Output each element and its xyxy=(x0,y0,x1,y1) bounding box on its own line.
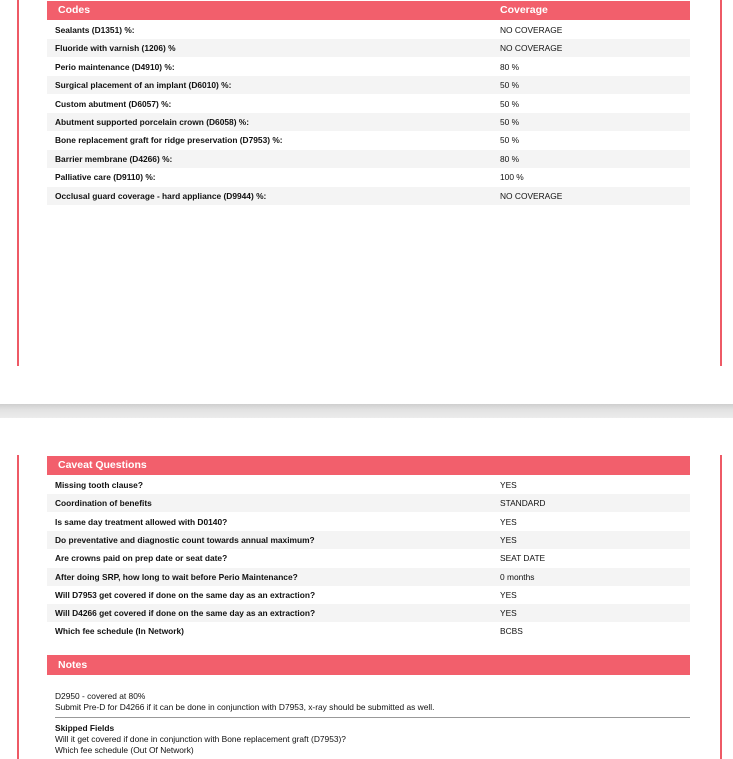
code-value: 50 % xyxy=(500,117,520,127)
code-label: Perio maintenance (D4910) %: xyxy=(55,61,175,72)
codes-table-header xyxy=(47,1,690,20)
page-border-right xyxy=(720,0,722,366)
code-row xyxy=(47,168,690,186)
code-value: 80 % xyxy=(500,61,520,72)
notes-header-label: Notes xyxy=(58,659,88,671)
caveat-value: YES xyxy=(500,534,517,545)
notes-text xyxy=(55,691,434,713)
page-border-right xyxy=(720,455,722,759)
notes-line: Submit Pre-D for D4266 if it can be done in conjunction with D7953, x-ray should be submitted as well. xyxy=(55,702,435,712)
code-value: 50 % xyxy=(500,135,520,146)
caveat-row xyxy=(47,568,690,586)
caveat-row xyxy=(47,622,690,640)
code-row xyxy=(47,58,690,76)
caveat-label: Missing tooth clause? xyxy=(55,480,143,490)
notes-divider xyxy=(55,717,690,718)
page-gap xyxy=(0,404,733,418)
document-page-2 xyxy=(0,418,733,759)
code-label: Surgical placement of an implant (D6010) %: xyxy=(55,80,232,91)
caveat-header-label: Caveat Questions xyxy=(58,459,147,471)
notes-line: D2950 - covered at 80% xyxy=(55,691,146,701)
code-value: 100 % xyxy=(500,172,524,183)
caveat-row xyxy=(47,476,690,494)
notes-header xyxy=(47,655,690,675)
code-row xyxy=(47,95,690,113)
page-border-left xyxy=(17,0,19,366)
caveat-label: Which fee schedule (In Network) xyxy=(55,626,184,637)
code-label: Barrier membrane (D4266) %: xyxy=(55,153,173,164)
caveat-row xyxy=(47,513,690,531)
code-row xyxy=(47,150,690,168)
code-value: NO COVERAGE xyxy=(500,25,563,35)
skipped-fields xyxy=(55,723,346,756)
page-border-left xyxy=(17,455,19,759)
skipped-fields-title: Skipped Fields xyxy=(55,723,115,733)
code-label: Fluoride with varnish (1206) % xyxy=(55,43,176,54)
code-row xyxy=(47,39,690,57)
caveat-label: Is same day treatment allowed with D0140? xyxy=(55,516,228,527)
caveat-value: 0 months xyxy=(500,571,535,582)
caveat-value: YES xyxy=(500,516,517,527)
caveat-row xyxy=(47,604,690,622)
code-row xyxy=(47,21,690,39)
skipped-field-line: Which fee schedule (Out Of Network) xyxy=(55,745,194,755)
code-row xyxy=(47,187,690,205)
skipped-field-line: Will it get covered if done in conjunction with Bone replacement graft (D7953)? xyxy=(55,734,346,744)
caveat-value: YES xyxy=(500,608,517,619)
code-value: NO COVERAGE xyxy=(500,43,563,54)
code-label: Abutment supported porcelain crown (D6058) %: xyxy=(55,117,250,127)
caveat-label: Do preventative and diagnostic count towards annual maximum? xyxy=(55,534,315,545)
caveat-row xyxy=(47,549,690,567)
caveat-label: After doing SRP, how long to wait before Perio Maintenance? xyxy=(55,571,298,582)
caveat-value: SEAT DATE xyxy=(500,553,546,564)
code-value: NO COVERAGE xyxy=(500,190,563,201)
caveat-label: Will D4266 get covered if done on the same day as an extraction? xyxy=(55,608,316,619)
code-row xyxy=(47,76,690,94)
caveat-label: Coordination of benefits xyxy=(55,498,152,509)
caveat-label: Will D7953 get covered if done on the same day as an extraction? xyxy=(55,589,316,600)
code-value: 50 % xyxy=(500,98,520,109)
code-label: Custom abutment (D6057) %: xyxy=(55,98,172,109)
caveat-row xyxy=(47,494,690,512)
caveat-row xyxy=(47,586,690,604)
code-label: Palliative care (D9110) %: xyxy=(55,172,156,183)
caveat-row xyxy=(47,531,690,549)
code-row xyxy=(47,113,690,131)
coverage-column-header: Coverage xyxy=(500,4,548,16)
code-row xyxy=(47,131,690,149)
caveat-value: YES xyxy=(500,480,517,490)
code-label: Occlusal guard coverage - hard appliance (D9944) %: xyxy=(55,190,267,201)
code-label: Sealants (D1351) %: xyxy=(55,25,135,35)
code-value: 50 % xyxy=(500,80,520,91)
caveat-label: Are crowns paid on prep date or seat date? xyxy=(55,553,228,564)
caveat-value: STANDARD xyxy=(500,498,546,509)
caveat-value: BCBS xyxy=(500,626,523,637)
code-value: 80 % xyxy=(500,153,520,164)
caveat-value: YES xyxy=(500,589,517,600)
code-label: Bone replacement graft for ridge preservation (D7953) %: xyxy=(55,135,283,146)
codes-column-header: Codes xyxy=(58,4,91,16)
caveat-table-header xyxy=(47,456,690,475)
